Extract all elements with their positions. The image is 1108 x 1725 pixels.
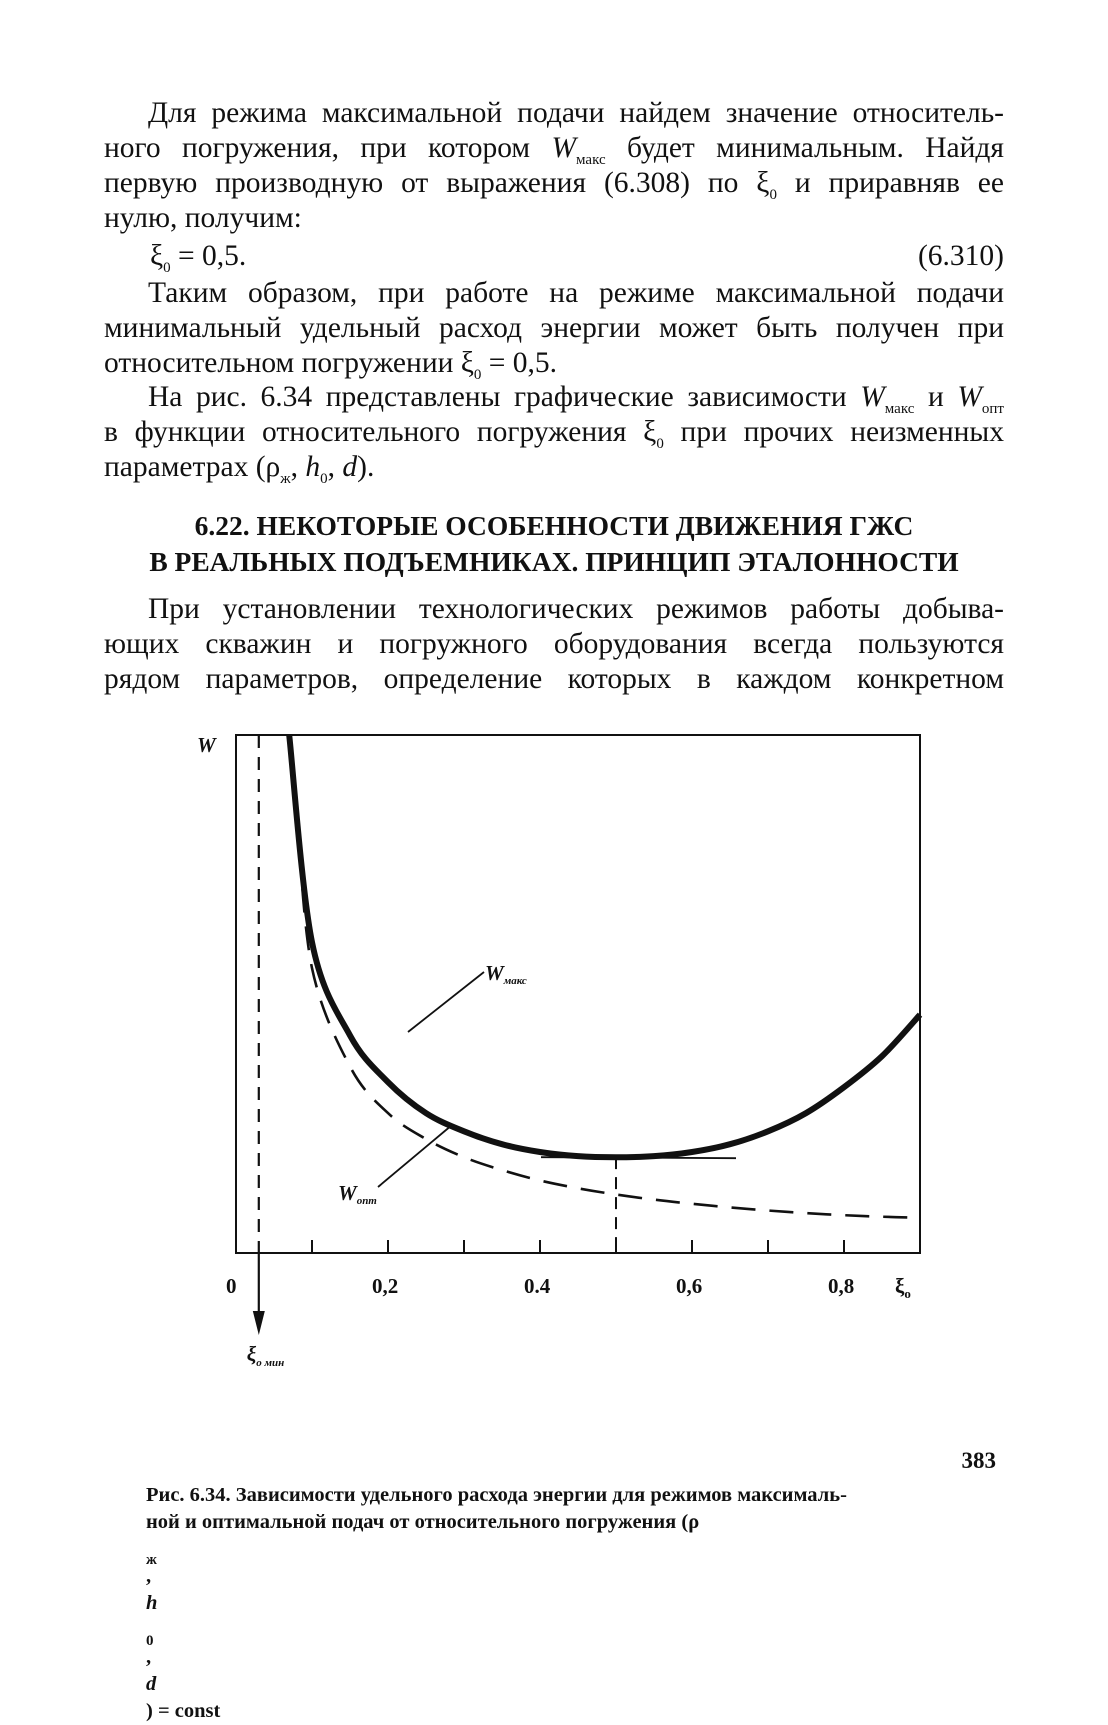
figure-caption xyxy=(146,1482,962,1725)
plot-frame xyxy=(236,735,920,1253)
equation-rhs: = 0,5. xyxy=(170,240,247,272)
symbol-w: W xyxy=(957,381,982,413)
min-submergence-arrow-head xyxy=(253,1311,265,1335)
symbol-d: d xyxy=(342,451,358,483)
subscript: 0 xyxy=(473,367,482,383)
paragraph-1-line-4: нулю, получим: xyxy=(104,202,302,234)
text-run: ) = const xyxy=(146,1700,221,1722)
subscript: 0 xyxy=(656,436,664,452)
paragraph-4-line-2: ющих скважин и погружного оборудования всегда пользуются xyxy=(104,628,1004,660)
text-run: ). xyxy=(357,451,375,483)
min-submergence-label xyxy=(247,1342,284,1369)
text-run: относительном погружении ξ xyxy=(104,347,474,379)
subscript: макс xyxy=(884,401,915,417)
text-run: и приравняв ее xyxy=(776,167,1004,199)
min-submergence-label-sub: о мин xyxy=(256,1357,285,1369)
x-axis-label-main: ξ xyxy=(895,1274,905,1298)
w-max-leader-line xyxy=(408,972,484,1032)
text-run: ного погружения, при котором xyxy=(104,132,552,164)
paragraph-4-line-3: рядом параметров, определение которых в каждом конкретном xyxy=(104,663,1004,695)
text-run: = 0,5. xyxy=(481,347,558,379)
subscript: ж xyxy=(280,471,291,487)
series-w-max-line xyxy=(289,735,920,1157)
x-tick-label: 0.4 xyxy=(524,1274,551,1298)
w-max-label-main: W xyxy=(485,961,504,985)
caption-line-2 xyxy=(146,1509,962,1725)
x-axis-label-sub: о xyxy=(904,1286,911,1301)
subscript: опт xyxy=(981,401,1004,417)
w-opt-label xyxy=(338,1181,377,1207)
symbol-h: h xyxy=(305,451,321,483)
subscript: макс xyxy=(576,152,606,168)
text-run: ной и оптимальной подач от относительного погружения (ρ xyxy=(146,1511,700,1533)
subscript: 0 xyxy=(146,1633,154,1649)
text-run: и xyxy=(914,381,958,413)
text-run: будет минимальным. Найдя xyxy=(605,132,1004,164)
equation-number: (6.310) xyxy=(917,240,1004,272)
w-opt-leader-line xyxy=(378,1125,452,1187)
symbol-w: W xyxy=(860,381,885,413)
min-submergence-label-main: ξ xyxy=(246,1342,257,1366)
section-heading-line-1: 6.22. НЕКОТОРЫЕ ОСОБЕННОСТИ ДВИЖЕНИЯ ГЖС xyxy=(194,510,914,541)
x-tick-label: 0,6 xyxy=(676,1274,703,1298)
paragraph-4-line-1: При установлении технологических режимов работы добыва- xyxy=(148,593,1004,625)
w-opt-label-sub: опт xyxy=(356,1195,377,1207)
paragraph-1-line-1: Для режима максимальной подачи найдем значение относитель- xyxy=(148,97,1004,129)
origin-label: 0 xyxy=(226,1274,237,1298)
text-run: в функции относительного погружения ξ xyxy=(104,416,657,448)
symbol-w: W xyxy=(551,132,577,164)
paragraph-2-line-1: Таким образом, при работе на режиме максимальной подачи xyxy=(148,277,1004,309)
x-tick-label: 0,2 xyxy=(372,1274,399,1298)
w-opt-label-main: W xyxy=(338,1181,357,1205)
symbol-xi: ξ xyxy=(150,240,164,272)
w-max-label-sub: макс xyxy=(503,975,527,987)
text-run: На рис. 6.34 представлены графические зависимости xyxy=(148,381,861,413)
x-tick-label: 0,8 xyxy=(828,1274,855,1298)
text-run: при прочих неизменных xyxy=(663,416,1005,448)
text-run: , xyxy=(146,1565,152,1587)
text-run: параметрах (ρ xyxy=(104,451,281,483)
symbol-h: h xyxy=(146,1592,158,1614)
subscript: ж xyxy=(146,1552,157,1568)
text-run: , xyxy=(146,1646,152,1668)
page-number: 383 xyxy=(961,1448,996,1473)
w-max-label xyxy=(485,961,527,987)
subscript: 0 xyxy=(320,471,328,487)
x-axis-tick-labels xyxy=(372,1274,854,1298)
y-axis-label: W xyxy=(197,733,216,757)
paragraph-2-line-2: минимальный удельный расход энергии может быть получен при xyxy=(104,312,1004,344)
text-run: , xyxy=(290,451,306,483)
x-axis-ticks xyxy=(312,1240,844,1253)
symbol-d: d xyxy=(146,1673,157,1695)
subscript: 0 xyxy=(163,260,171,276)
x-axis-label xyxy=(895,1274,911,1301)
text-run: первую производную от выражения (6.308) по ξ xyxy=(104,167,770,199)
caption-line-1: Рис. 6.34. Зависимости удельного расхода энергии для режимов максималь- xyxy=(146,1484,847,1506)
section-heading-line-2: В РЕАЛЬНЫХ ПОДЪЕМНИКАХ. ПРИНЦИП ЭТАЛОННОСТИ xyxy=(149,546,959,577)
subscript: 0 xyxy=(769,187,777,203)
text-run: , xyxy=(327,451,343,483)
